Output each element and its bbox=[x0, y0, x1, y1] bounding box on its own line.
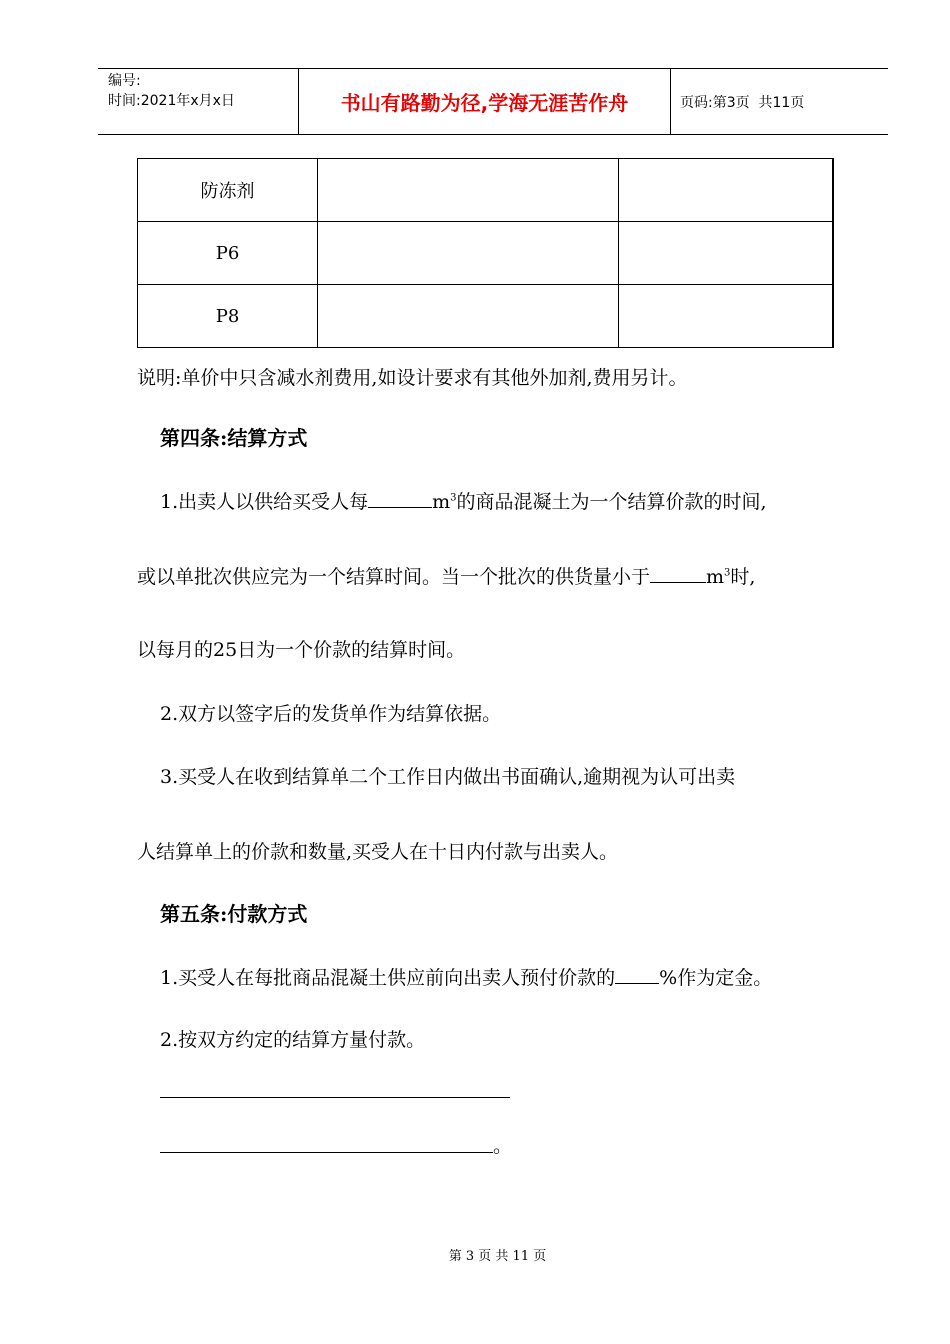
table-row bbox=[138, 222, 834, 285]
table-cell bbox=[619, 159, 834, 222]
article5-p1-start: 1.买受人在每批商品混凝土供应前向出卖人预付价款的 bbox=[160, 967, 616, 989]
table-cell-label: 防冻剂 bbox=[138, 159, 318, 222]
header-page-info bbox=[671, 69, 888, 134]
table-cell bbox=[318, 222, 619, 285]
article4-p1-end: 的商品混凝土为一个结算价款的时间, bbox=[456, 491, 767, 513]
header-meta bbox=[98, 69, 299, 134]
header-motto: 书山有路勤为径,学海无涯苦作舟 bbox=[299, 69, 671, 134]
article4-heading: 第四条:结算方式 bbox=[160, 426, 308, 450]
unit-sup: 3 bbox=[450, 492, 457, 504]
article4-p3-line1: 3.买受人在收到结算单二个工作日内做出书面确认,逾期视为认可出卖 bbox=[160, 766, 736, 788]
article5-p2: 2.按双方约定的结算方量付款。 bbox=[160, 1029, 426, 1051]
page-header bbox=[98, 68, 888, 135]
blank-line-2[interactable] bbox=[160, 1152, 493, 1153]
table-cell bbox=[619, 222, 834, 285]
price-table bbox=[137, 158, 834, 348]
table-cell bbox=[318, 159, 619, 222]
header-page-info-text: 页码:第3页 共11页 bbox=[680, 94, 805, 111]
article5-p1-end: %作为定金。 bbox=[659, 967, 773, 989]
table-row bbox=[138, 159, 834, 222]
article4-p1-line3: 以每月的25日为一个价款的结算时间。 bbox=[137, 639, 466, 661]
article4-p3-line2: 人结算单上的价款和数量,买受人在十日内付款与出卖人。 bbox=[137, 841, 619, 863]
article4-p1b-start: 或以单批次供应完为一个结算时间。当一个批次的供货量小于 bbox=[137, 566, 651, 588]
unit-m: m bbox=[706, 566, 725, 588]
article4-p1b-end: 时, bbox=[730, 566, 756, 588]
blank-line-1[interactable] bbox=[160, 1097, 510, 1098]
article4-p1-start: 1.出卖人以供给买受人每 bbox=[160, 491, 369, 513]
blank-quantity-field[interactable] bbox=[368, 489, 432, 508]
header-time-label: 时间:2021年x月x日 bbox=[108, 93, 235, 109]
article5-heading: 第五条:付款方式 bbox=[160, 902, 308, 926]
table-cell bbox=[318, 285, 619, 348]
article4-p1-line1 bbox=[160, 489, 767, 514]
table-cell bbox=[619, 285, 834, 348]
end-period: 。 bbox=[493, 1135, 513, 1157]
table-row bbox=[138, 285, 834, 348]
table-cell-label: P8 bbox=[138, 285, 318, 348]
blank-batch-field[interactable] bbox=[650, 564, 706, 583]
header-id-label: 编号: bbox=[108, 73, 141, 89]
table-note: 说明:单价中只含减水剂费用,如设计要求有其他外加剂,费用另计。 bbox=[137, 367, 688, 389]
article4-p1-line2 bbox=[137, 564, 755, 589]
unit-m: m bbox=[432, 491, 451, 513]
article5-p1 bbox=[160, 965, 772, 990]
article4-p2: 2.双方以签字后的发货单作为结算依据。 bbox=[160, 703, 502, 725]
unit-sup: 3 bbox=[724, 567, 731, 579]
page-footer: 第 3 页 共 11 页 bbox=[448, 1249, 547, 1264]
table-cell-label: P6 bbox=[138, 222, 318, 285]
blank-deposit-percent-field[interactable] bbox=[615, 965, 659, 984]
